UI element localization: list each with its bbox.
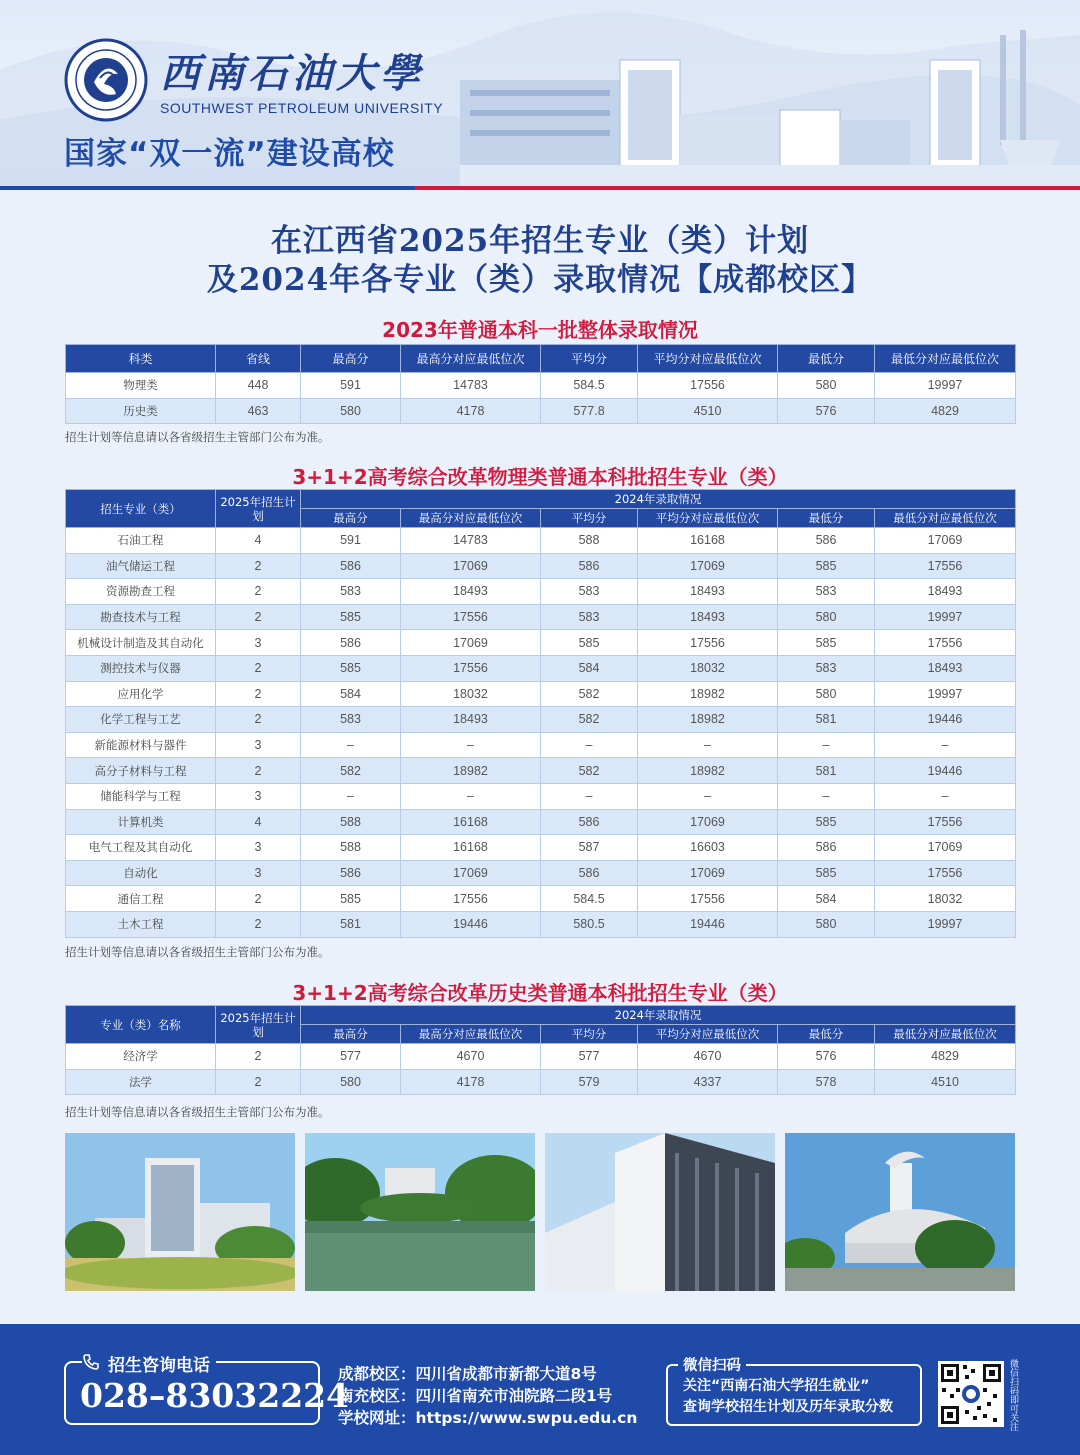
cell-value: 19997 bbox=[875, 604, 1016, 630]
cell-value: 580 bbox=[301, 398, 401, 424]
cell-value: 4510 bbox=[638, 398, 778, 424]
cell-value: 577 bbox=[301, 1044, 401, 1070]
cell-value: 18032 bbox=[638, 655, 778, 681]
cell-value: 3 bbox=[216, 732, 301, 758]
cell-value: 583 bbox=[541, 579, 638, 605]
physics-row bbox=[66, 579, 1016, 605]
col-header: 平均分 bbox=[541, 1025, 638, 1044]
cell-value: 586 bbox=[541, 809, 638, 835]
col-header: 最低分 bbox=[778, 345, 875, 373]
cell-major: 石油工程 bbox=[66, 528, 216, 554]
col-header: 最低分 bbox=[778, 1025, 875, 1044]
hotline-label: 招生咨询电话 bbox=[108, 1356, 210, 1376]
cell-value: 583 bbox=[541, 604, 638, 630]
address-nanchong: 南充校区：四川省南充市油院路二段1号 bbox=[338, 1387, 613, 1405]
cell-major: 勘查技术与工程 bbox=[66, 604, 216, 630]
cell-value: – bbox=[401, 783, 541, 809]
cell-value: 578 bbox=[778, 1069, 875, 1095]
cell-major: 资源勘查工程 bbox=[66, 579, 216, 605]
cell-value: 17556 bbox=[401, 655, 541, 681]
cell-value: 583 bbox=[778, 579, 875, 605]
physics-table bbox=[65, 489, 1016, 938]
col-header: 最低分对应最低位次 bbox=[875, 345, 1016, 373]
cell-value: 19446 bbox=[401, 911, 541, 937]
phone-icon bbox=[82, 1353, 100, 1371]
cell-value: 18493 bbox=[638, 604, 778, 630]
header-stripe-blue bbox=[0, 186, 415, 190]
campus-photo-4 bbox=[785, 1133, 1015, 1291]
page-title-line1: 在江西省2025年招生专业（类）计划 bbox=[270, 223, 810, 259]
cell-value: 2 bbox=[216, 655, 301, 681]
cell-value: 17069 bbox=[638, 860, 778, 886]
cell-major: 应用化学 bbox=[66, 681, 216, 707]
cell-value: 4 bbox=[216, 528, 301, 554]
cell-major: 历史类 bbox=[66, 398, 216, 424]
col-group-header: 2024年录取情况 bbox=[301, 490, 1016, 509]
cell-value: 587 bbox=[541, 835, 638, 861]
cell-value: 580 bbox=[301, 1069, 401, 1095]
cell-value: 584 bbox=[301, 681, 401, 707]
cell-value: 3 bbox=[216, 835, 301, 861]
col-header: 平均分对应最低位次 bbox=[638, 509, 778, 528]
physics-row bbox=[66, 681, 1016, 707]
cell-value: – bbox=[301, 732, 401, 758]
cell-major: 储能科学与工程 bbox=[66, 783, 216, 809]
col-header-major: 招生专业（类） bbox=[66, 490, 216, 528]
physics-row bbox=[66, 809, 1016, 835]
col-header: 省线 bbox=[216, 345, 301, 373]
physics-row bbox=[66, 655, 1016, 681]
col-header: 平均分对应最低位次 bbox=[638, 1025, 778, 1044]
col-header: 最低分对应最低位次 bbox=[875, 1025, 1016, 1044]
cell-value: – bbox=[541, 732, 638, 758]
cell-major: 经济学 bbox=[66, 1044, 216, 1070]
brand-name-cn: 西南石油大學 bbox=[160, 50, 424, 97]
cell-value: 4829 bbox=[875, 398, 1016, 424]
campus-photo-1 bbox=[65, 1133, 295, 1291]
cell-value: 582 bbox=[541, 707, 638, 733]
wechat-line-1: 关注“西南石油大学招生就业” bbox=[683, 1378, 870, 1394]
cell-value: 588 bbox=[301, 809, 401, 835]
cell-major: 土木工程 bbox=[66, 911, 216, 937]
cell-value: 4829 bbox=[875, 1044, 1016, 1070]
cell-value: 18032 bbox=[401, 681, 541, 707]
cell-value: 585 bbox=[778, 553, 875, 579]
cell-value: 18982 bbox=[638, 707, 778, 733]
cell-value: 580 bbox=[778, 373, 875, 399]
cell-value: 576 bbox=[778, 1044, 875, 1070]
col-header: 科类 bbox=[66, 345, 216, 373]
cell-value: 4178 bbox=[401, 398, 541, 424]
cell-value: 585 bbox=[301, 655, 401, 681]
physics-row bbox=[66, 732, 1016, 758]
cell-value: 17069 bbox=[638, 553, 778, 579]
cell-value: 580 bbox=[778, 911, 875, 937]
cell-major: 化学工程与工艺 bbox=[66, 707, 216, 733]
cell-value: 588 bbox=[301, 835, 401, 861]
cell-value: 2 bbox=[216, 707, 301, 733]
cell-value: 581 bbox=[301, 911, 401, 937]
physics-row bbox=[66, 911, 1016, 937]
history-row bbox=[66, 1069, 1016, 1095]
col-header-major: 专业（类）名称 bbox=[66, 1006, 216, 1044]
cell-value: 463 bbox=[216, 398, 301, 424]
col-header: 平均分 bbox=[541, 345, 638, 373]
cell-value: – bbox=[301, 783, 401, 809]
cell-value: 583 bbox=[301, 579, 401, 605]
overview-section-title: 2023年普通本科一批整体录取情况 bbox=[382, 318, 698, 342]
col-header: 最高分对应最低位次 bbox=[401, 345, 541, 373]
cell-value: 19997 bbox=[875, 911, 1016, 937]
cell-major: 计算机类 bbox=[66, 809, 216, 835]
cell-value: 16168 bbox=[638, 528, 778, 554]
cell-value: 585 bbox=[778, 809, 875, 835]
cell-major: 测控技术与仪器 bbox=[66, 655, 216, 681]
overview-row bbox=[66, 373, 1016, 399]
cell-value: 586 bbox=[301, 553, 401, 579]
cell-value: 576 bbox=[778, 398, 875, 424]
cell-major: 油气储运工程 bbox=[66, 553, 216, 579]
history-note: 招生计划等信息请以各省级招生主管部门公布为准。 bbox=[65, 1105, 330, 1119]
cell-value: 2 bbox=[216, 1069, 301, 1095]
cell-value: 4670 bbox=[401, 1044, 541, 1070]
physics-note: 招生计划等信息请以各省级招生主管部门公布为准。 bbox=[65, 945, 330, 959]
cell-value: 19997 bbox=[875, 373, 1016, 399]
cell-value: 19446 bbox=[875, 758, 1016, 784]
cell-value: 19997 bbox=[875, 681, 1016, 707]
physics-header-row-top bbox=[66, 490, 1016, 509]
hotline-label-wrap bbox=[82, 1351, 216, 1376]
cell-value: 17069 bbox=[401, 860, 541, 886]
cell-value: 586 bbox=[301, 630, 401, 656]
physics-row bbox=[66, 604, 1016, 630]
cell-value: 18982 bbox=[401, 758, 541, 784]
cell-major: 通信工程 bbox=[66, 886, 216, 912]
cell-value: 4 bbox=[216, 809, 301, 835]
physics-row bbox=[66, 835, 1016, 861]
cell-value: 586 bbox=[541, 553, 638, 579]
cell-value: 4337 bbox=[638, 1069, 778, 1095]
wechat-label: 微信扫码 bbox=[678, 1354, 746, 1375]
cell-value: 586 bbox=[301, 860, 401, 886]
cell-value: 448 bbox=[216, 373, 301, 399]
cell-value: 577 bbox=[541, 1044, 638, 1070]
cell-value: – bbox=[778, 783, 875, 809]
cell-value: 585 bbox=[301, 886, 401, 912]
cell-value: 18982 bbox=[638, 758, 778, 784]
cell-value: 586 bbox=[778, 835, 875, 861]
overview-note: 招生计划等信息请以各省级招生主管部门公布为准。 bbox=[65, 430, 330, 444]
cell-value: 582 bbox=[301, 758, 401, 784]
cell-value: 586 bbox=[778, 528, 875, 554]
cell-value: 583 bbox=[301, 707, 401, 733]
cell-value: 584 bbox=[541, 655, 638, 681]
physics-row bbox=[66, 630, 1016, 656]
cell-value: 17556 bbox=[638, 373, 778, 399]
qr-code-icon[interactable] bbox=[938, 1361, 1004, 1427]
cell-value: 17069 bbox=[401, 553, 541, 579]
cell-value: 16603 bbox=[638, 835, 778, 861]
page-title-line2: 及2024年各专业（类）录取情况【成都校区】 bbox=[206, 262, 874, 298]
physics-row bbox=[66, 860, 1016, 886]
history-table bbox=[65, 1005, 1016, 1095]
physics-row bbox=[66, 707, 1016, 733]
cell-value: 3 bbox=[216, 783, 301, 809]
cell-value: 579 bbox=[541, 1069, 638, 1095]
cell-value: 16168 bbox=[401, 809, 541, 835]
history-section-title: 3+1+2高考综合改革历史类普通本科批招生专业（类） bbox=[292, 981, 788, 1005]
cell-value: 14783 bbox=[401, 528, 541, 554]
cell-major: 物理类 bbox=[66, 373, 216, 399]
cell-value: 585 bbox=[778, 630, 875, 656]
cell-value: 582 bbox=[541, 758, 638, 784]
cell-value: – bbox=[778, 732, 875, 758]
campus-photo-2 bbox=[305, 1133, 535, 1291]
cell-value: 580.5 bbox=[541, 911, 638, 937]
cell-value: 18493 bbox=[401, 707, 541, 733]
cell-value: 583 bbox=[778, 655, 875, 681]
cell-value: 17556 bbox=[401, 604, 541, 630]
cell-value: 3 bbox=[216, 860, 301, 886]
cell-value: 18493 bbox=[401, 579, 541, 605]
cell-value: 584 bbox=[778, 886, 875, 912]
cell-value: 17556 bbox=[875, 630, 1016, 656]
footer bbox=[0, 1324, 1080, 1455]
cell-value: 17069 bbox=[638, 809, 778, 835]
cell-value: 4510 bbox=[875, 1069, 1016, 1095]
overview-table bbox=[65, 344, 1016, 424]
col-header-plan: 2025年招生计划 bbox=[216, 1006, 301, 1044]
cell-major: 电气工程及其自动化 bbox=[66, 835, 216, 861]
col-group-header: 2024年录取情况 bbox=[301, 1006, 1016, 1025]
cell-value: 17069 bbox=[875, 835, 1016, 861]
col-header: 平均分对应最低位次 bbox=[638, 345, 778, 373]
cell-major: 自动化 bbox=[66, 860, 216, 886]
cell-value: 585 bbox=[541, 630, 638, 656]
brand-name-en: SOUTHWEST PETROLEUM UNIVERSITY bbox=[160, 100, 444, 116]
cell-value: 17556 bbox=[638, 630, 778, 656]
cell-value: 2 bbox=[216, 681, 301, 707]
physics-row bbox=[66, 553, 1016, 579]
col-header: 最高分对应最低位次 bbox=[401, 509, 541, 528]
cell-value: 19446 bbox=[875, 707, 1016, 733]
col-header: 最高分 bbox=[301, 509, 401, 528]
header-banner bbox=[0, 0, 1080, 190]
cell-value: 4670 bbox=[638, 1044, 778, 1070]
cell-value: 17556 bbox=[875, 809, 1016, 835]
cell-value: 17556 bbox=[875, 553, 1016, 579]
cell-value: – bbox=[638, 732, 778, 758]
qr-caption: 微信扫码即可关注 bbox=[1008, 1359, 1018, 1431]
history-header-row-top bbox=[66, 1006, 1016, 1025]
cell-value: 17556 bbox=[401, 886, 541, 912]
cell-value: 584.5 bbox=[541, 373, 638, 399]
campus-photo-3 bbox=[545, 1133, 775, 1291]
overview-header-row bbox=[66, 345, 1016, 373]
cell-value: 2 bbox=[216, 579, 301, 605]
slogan: 国家“双一流”建设高校 bbox=[64, 136, 395, 172]
physics-row bbox=[66, 758, 1016, 784]
cell-value: 580 bbox=[778, 604, 875, 630]
cell-value: 17556 bbox=[638, 886, 778, 912]
cell-value: 2 bbox=[216, 758, 301, 784]
col-header: 最低分对应最低位次 bbox=[875, 509, 1016, 528]
cell-value: – bbox=[875, 783, 1016, 809]
cell-value: 2 bbox=[216, 604, 301, 630]
cell-value: 14783 bbox=[401, 373, 541, 399]
cell-value: 17069 bbox=[401, 630, 541, 656]
university-seal-logo bbox=[64, 38, 148, 122]
cell-value: 18982 bbox=[638, 681, 778, 707]
cell-value: 585 bbox=[778, 860, 875, 886]
cell-value: 591 bbox=[301, 373, 401, 399]
cell-value: 584.5 bbox=[541, 886, 638, 912]
cell-value: 3 bbox=[216, 630, 301, 656]
cell-value: 2 bbox=[216, 1044, 301, 1070]
cell-value: 2 bbox=[216, 911, 301, 937]
cell-value: 17069 bbox=[875, 528, 1016, 554]
physics-section-title: 3+1+2高考综合改革物理类普通本科批招生专业（类） bbox=[292, 465, 788, 489]
cell-value: 17556 bbox=[875, 860, 1016, 886]
cell-value: 18493 bbox=[875, 655, 1016, 681]
cell-value: 2 bbox=[216, 553, 301, 579]
physics-row bbox=[66, 528, 1016, 554]
cell-major: 机械设计制造及其自动化 bbox=[66, 630, 216, 656]
cell-value: 581 bbox=[778, 758, 875, 784]
cell-value: 586 bbox=[541, 860, 638, 886]
cell-value: 18032 bbox=[875, 886, 1016, 912]
cell-value: – bbox=[875, 732, 1016, 758]
col-header: 最高分对应最低位次 bbox=[401, 1025, 541, 1044]
cell-value: – bbox=[541, 783, 638, 809]
cell-value: 577.8 bbox=[541, 398, 638, 424]
col-header-plan: 2025年招生计划 bbox=[216, 490, 301, 528]
col-header: 最低分 bbox=[778, 509, 875, 528]
col-header: 平均分 bbox=[541, 509, 638, 528]
cell-value: 18493 bbox=[638, 579, 778, 605]
cell-value: 2 bbox=[216, 886, 301, 912]
cell-major: 高分子材料与工程 bbox=[66, 758, 216, 784]
physics-row bbox=[66, 886, 1016, 912]
cell-value: 582 bbox=[541, 681, 638, 707]
cell-value: 19446 bbox=[638, 911, 778, 937]
cell-value: – bbox=[401, 732, 541, 758]
history-row bbox=[66, 1044, 1016, 1070]
hotline-number: 028–83032224 bbox=[80, 1376, 350, 1415]
cell-value: 18493 bbox=[875, 579, 1016, 605]
school-website[interactable]: 学校网址：https://www.swpu.edu.cn bbox=[338, 1409, 638, 1427]
campus-skyline-illustration bbox=[460, 20, 1080, 190]
cell-value: 580 bbox=[778, 681, 875, 707]
col-header: 最高分 bbox=[301, 1025, 401, 1044]
cell-value: 588 bbox=[541, 528, 638, 554]
cell-value: 591 bbox=[301, 528, 401, 554]
cell-value: 4178 bbox=[401, 1069, 541, 1095]
cell-value: – bbox=[638, 783, 778, 809]
cell-value: 581 bbox=[778, 707, 875, 733]
cell-value: 585 bbox=[301, 604, 401, 630]
col-header: 最高分 bbox=[301, 345, 401, 373]
wechat-line-2: 查询学校招生计划及历年录取分数 bbox=[683, 1399, 893, 1415]
cell-major: 法学 bbox=[66, 1069, 216, 1095]
cell-value: 16168 bbox=[401, 835, 541, 861]
physics-row bbox=[66, 783, 1016, 809]
overview-row bbox=[66, 398, 1016, 424]
address-chengdu: 成都校区：四川省成都市新都大道8号 bbox=[338, 1365, 597, 1383]
cell-major: 新能源材料与器件 bbox=[66, 732, 216, 758]
